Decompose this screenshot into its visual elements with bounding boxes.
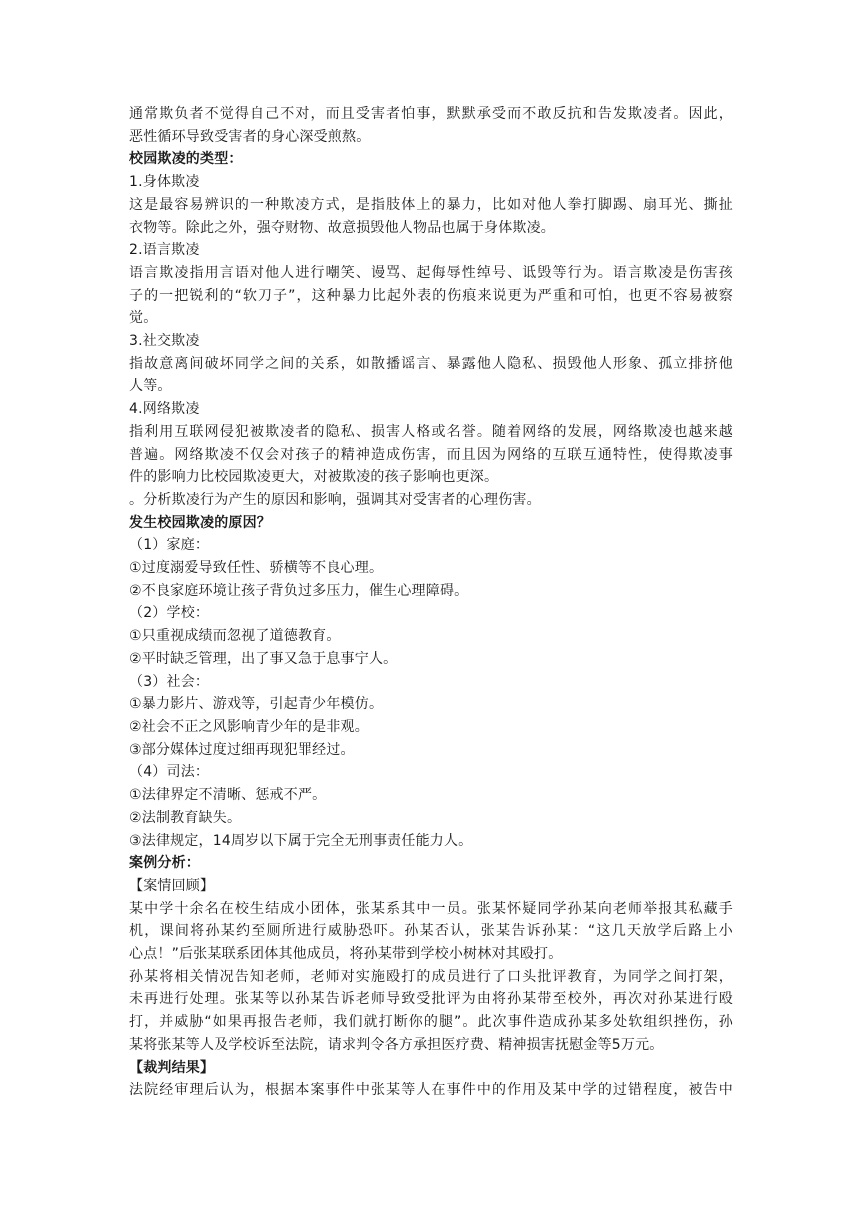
text-line: 3.社交欺凌 xyxy=(129,333,200,350)
text-line: 子的一把锐利的“软刀子”，这种暴力比起外表的伤痕来说更为严重和可怕，也更不容易被察 xyxy=(129,287,733,304)
text-line: 未再进行处理。张某等以孙某告诉老师导致受批评为由将孙某带至校外，再次对孙某进行殴 xyxy=(129,991,733,1008)
text-line: ①只重视成绩而忽视了道德教育。 xyxy=(129,628,341,645)
text-line: ①过度溺爱导致任性、骄横等不良心理。 xyxy=(129,560,384,577)
text-line: 机，课间将孙某约至厕所进行威胁恐吓。孙某否认，张某告诉孙某：“这几天放学后路上小 xyxy=(129,923,733,940)
text-line: ①暴力影片、游戏等，引起青少年模仿。 xyxy=(129,696,384,713)
text-line: 4.网络欺凌 xyxy=(129,401,200,418)
text-line: ③部分媒体过度过细再现犯罪经过。 xyxy=(129,741,355,758)
text-line: ②社会不正之风影响青少年的是非观。 xyxy=(129,718,369,735)
section-heading: 案例分析： xyxy=(129,855,200,872)
text-line: 孙某将相关情况告知老师，老师对实施殴打的成员进行了口头批评教育，为同学之间打架， xyxy=(129,968,733,985)
text-line: ②法制教育缺失。 xyxy=(129,809,242,826)
text-line: 恶性循环导致受害者的身心深受煎熬。 xyxy=(129,128,371,145)
text-line: 指利用互联网侵犯被欺凌者的隐私、损害人格或名誉。随着网络的发展，网络欺凌也越来越 xyxy=(129,423,733,440)
section-heading: 发生校园欺凌的原因？ xyxy=(129,514,271,531)
text-line: ②不良家庭环境让孩子背负过多压力，催生心理障碍。 xyxy=(129,582,469,599)
text-line: 觉。 xyxy=(129,310,158,327)
text-line: （3）社会： xyxy=(129,673,210,690)
section-heading: 【裁判结果】 xyxy=(129,1059,215,1076)
text-line: 人等。 xyxy=(129,378,172,395)
text-line: ①法律界定不清晰、惩戒不严。 xyxy=(129,787,327,804)
text-line: 心点！”后张某联系团体其他成员，将孙某带到学校小树林对其殴打。 xyxy=(129,946,563,963)
text-line: ②平时缺乏管理，出了事又急于息事宁人。 xyxy=(129,650,398,667)
text-line: 1.身体欺凌 xyxy=(129,174,200,191)
text-line: 某中学十余名在校生结成小团体，张某系其中一员。张某怀疑同学孙某向老师举报其私藏手 xyxy=(129,900,733,917)
text-line: （4）司法： xyxy=(129,764,210,781)
text-line: （2）学校： xyxy=(129,605,210,622)
text-line: ③法律规定，14周岁以下属于完全无刑事责任能力人。 xyxy=(129,832,473,849)
text-line: 法院经审理后认为，根据本案事件中张某等人在事件中的作用及某中学的过错程度，被告中 xyxy=(129,1082,733,1099)
text-line: 某将张某等人及学校诉至法院，请求判令各方承担医疗费、精神损害抚慰金等5万元。 xyxy=(129,1036,664,1053)
text-line: 语言欺凌指用言语对他人进行嘲笑、谩骂、起侮辱性绰号、诋毁等行为。语言欺凌是伤害孩 xyxy=(129,264,733,281)
text-line: 衣物等。除此之外，强夺财物、故意损毁他人物品也属于身体欺凌。 xyxy=(129,219,555,236)
text-line: 。分析欺凌行为产生的原因和影响，强调其对受害者的心理伤害。 xyxy=(129,491,541,508)
section-heading: 校园欺凌的类型： xyxy=(129,151,243,168)
text-line: （1）家庭： xyxy=(129,537,210,554)
text-line: 通常欺负者不觉得自己不对，而且受害者怕事，默默承受而不敢反抗和告发欺凌者。因此， xyxy=(129,106,733,122)
text-line: 打，并威胁“如果再报告老师，我们就打断你的腿”。此次事件造成孙某多处软组织挫伤，孙 xyxy=(129,1014,733,1031)
text-line: 指故意离间破坏同学之间的关系，如散播谣言、暴露他人隐私、损毁他人形象、孤立排挤他 xyxy=(129,355,733,372)
text-line: 2.语言欺凌 xyxy=(129,242,200,259)
text-line: 件的影响力比校园欺凌更大，对被欺凌的孩子影响也更深。 xyxy=(129,469,499,486)
text-line: 【案情回顾】 xyxy=(129,877,215,894)
text-line: 普遍。网络欺凌不仅会对孩子的精神造成伤害，而且因为网络的互联互通特性，使得欺凌事 xyxy=(129,446,733,463)
text-line: 这是最容易辨识的一种欺凌方式，是指肢体上的暴力，比如对他人拳打脚踢、扇耳光、撕扯 xyxy=(129,196,733,213)
document-body xyxy=(129,103,733,1102)
